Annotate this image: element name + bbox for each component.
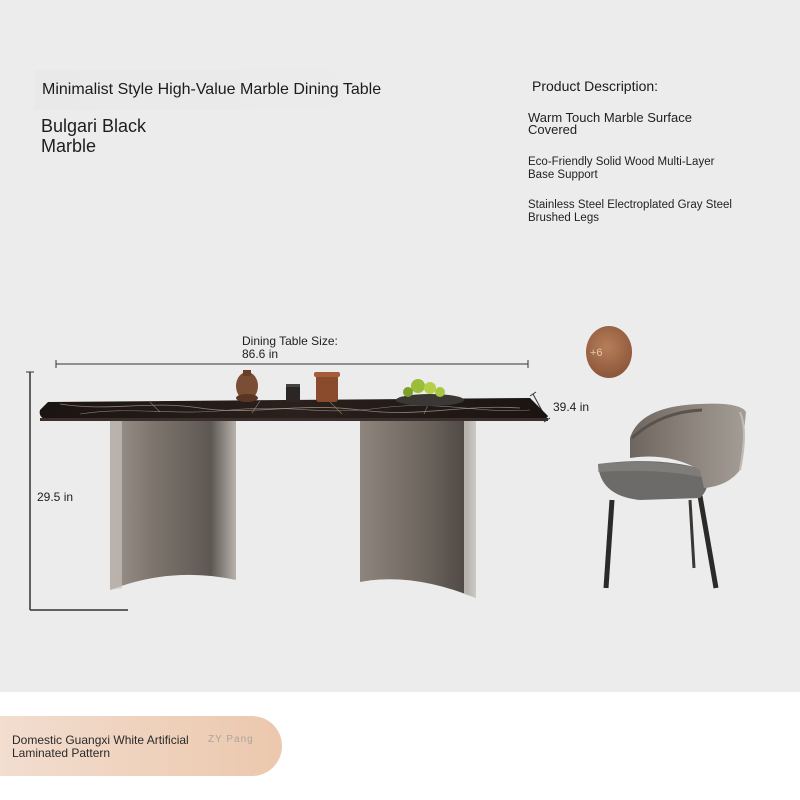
table-leg-left <box>110 416 236 590</box>
description-item-line1: Warm Touch Marble Surface <box>528 110 693 125</box>
description-heading: Product Description: <box>532 78 659 94</box>
description-item-line1: Stainless Steel Electroplated Gray Steel <box>528 199 732 211</box>
table-height-value: 29.5 in <box>37 490 74 504</box>
description-item-line2: Covered <box>528 122 578 137</box>
swatch-count-badge: +6 <box>590 347 603 359</box>
watermark-logo: ZY Pang <box>208 734 254 745</box>
candle-holder-decor <box>286 384 300 402</box>
footer-line2: Laminated Pattern <box>12 746 111 760</box>
description-item-line1: Eco-Friendly Solid Wood Multi-Layer <box>528 156 715 168</box>
length-dimension-line <box>56 360 528 368</box>
footer-line1: Domestic Guangxi White Artificial <box>12 733 189 747</box>
fruit-bowl-decor <box>396 379 464 406</box>
description-item-line2: Brushed Legs <box>528 212 599 224</box>
material-subtitle-line2: Marble <box>41 136 97 156</box>
table-size-heading: Dining Table Size: <box>242 334 338 348</box>
footer-pill-text <box>12 734 212 760</box>
description-item-line2: Base Support <box>528 169 598 181</box>
table-length-value: 86.6 in <box>242 347 279 361</box>
material-subtitle-line1: Bulgari Black <box>41 116 147 136</box>
dining-chair <box>598 404 746 588</box>
table-leg-right <box>360 416 476 598</box>
table-width-value: 39.4 in <box>553 400 590 414</box>
vase-decor <box>236 370 258 402</box>
page-title: Minimalist Style High-Value Marble Dining Table <box>34 70 426 110</box>
jar-decor <box>314 372 340 402</box>
